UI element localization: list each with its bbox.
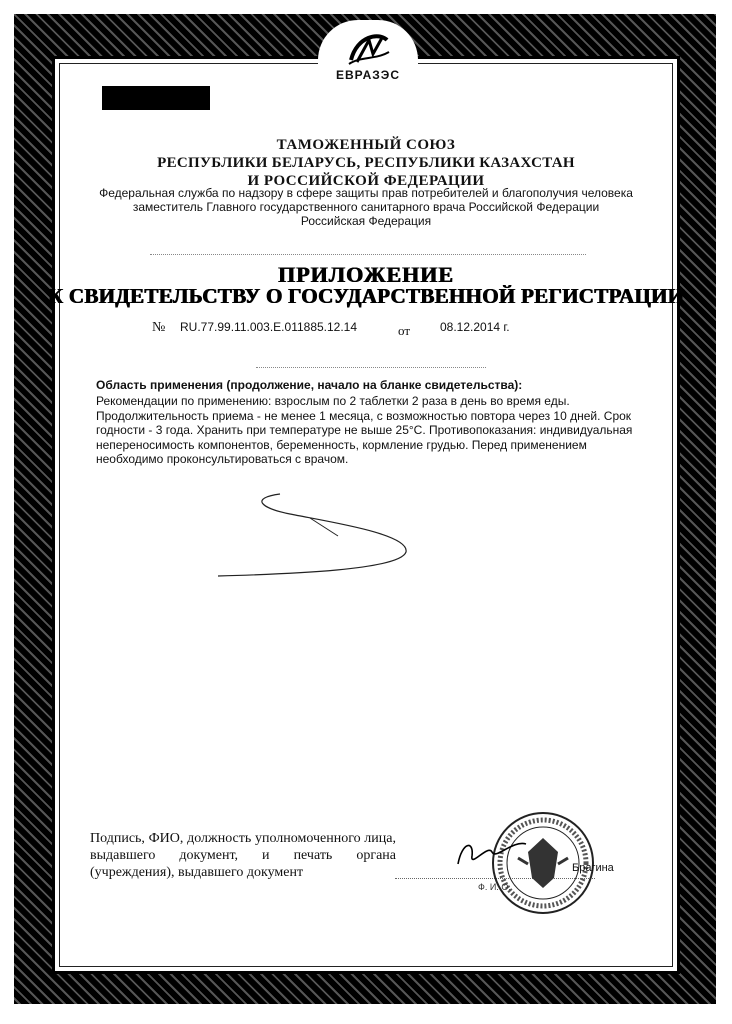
agency-line-2: заместитель Главного государственного санитарного врача Российской Федерации — [132, 200, 600, 214]
cancellation-mark — [210, 484, 430, 584]
paragraph-line: непереносимость компонентов, беременность, кормление грудью. Перед применением — [96, 437, 587, 452]
agency-line-3: Российская Федерация — [300, 214, 432, 228]
paragraph-line: Продолжительность приема - не менее 1 месяца, с возможностью повтора через 10 дней. Срок — [96, 408, 632, 423]
paragraph-line: необходимо проконсультироваться с врачом. — [96, 452, 349, 466]
divider — [256, 367, 486, 368]
eurasec-logo — [318, 20, 418, 100]
registration-number: RU.77.99.11.003.E.011885.12.14 — [180, 320, 358, 334]
redacted-band — [102, 86, 210, 110]
divider — [150, 254, 586, 255]
document-title: ПРИЛОЖЕНИЕ — [278, 262, 454, 287]
logo-label: ЕВРАЗЭС — [335, 68, 400, 82]
paragraph-line: Рекомендации по применению: взрослым по 2 таблетки 2 раза в день во время еды. — [96, 394, 570, 408]
paragraph-line: годности - 3 года. Хранить при температуре не выше 25°С. Противопоказания: индивидуальная — [96, 423, 633, 437]
date-label: от — [398, 323, 411, 338]
registration-date: 08.12.2014 г. — [440, 320, 510, 334]
eurasec-logo-icon — [343, 26, 393, 70]
agency-line-1: Федеральная служба по надзору в сфере защиты прав потребителей и благополучия человека — [99, 186, 633, 200]
header-line-2: РЕСПУБЛИКИ БЕЛАРУСЬ, РЕСПУБЛИКИ КАЗАХСТАН — [157, 155, 575, 171]
header-line-1: ТАМОЖЕННЫЙ СОЮЗ — [276, 137, 456, 153]
signer-name: Брагина — [572, 862, 614, 874]
handwritten-signature — [452, 834, 532, 874]
scope-heading: Область применения (продолжение, начало на бланке свидетельства): — [96, 378, 523, 392]
signature-caption: Подпись, ФИО, должность уполномоченного лица, выдавшего документ, и печать органа (учреждения), выдавшего документ — [90, 831, 396, 880]
fio-label: Ф. И. О. — [478, 882, 511, 892]
scope-paragraph — [96, 394, 636, 467]
number-label: № — [152, 320, 166, 335]
header-line-3: И РОССИЙСКОЙ ФЕДЕРАЦИИ — [247, 173, 485, 189]
document-subtitle: К СВИДЕТЕЛЬСТВУ О ГОСУДАРСТВЕННОЙ РЕГИСТРАЦИИ — [47, 284, 685, 308]
